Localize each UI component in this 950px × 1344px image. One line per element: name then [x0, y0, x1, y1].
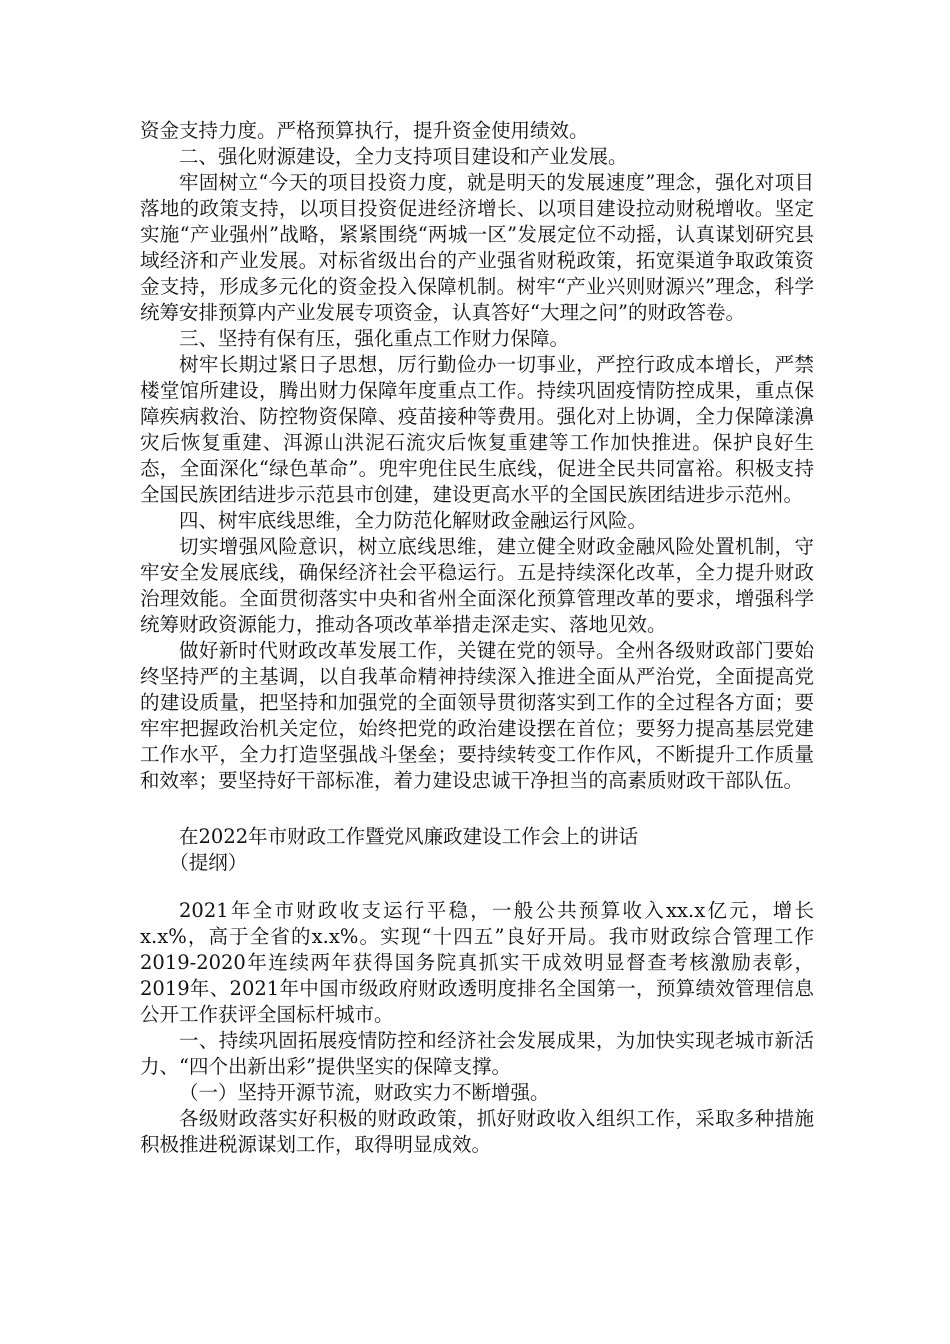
section-heading-4: 四、树牢底线思维，全力防范化解财政金融运行风险。 [179, 509, 648, 532]
paragraph-fiscal-policy: 各级财政落实好积极的财政政策，抓好财政收入组织工作，采取多种措施积极推进税源谋划工作，取得明显成效。 [140, 1107, 814, 1156]
paragraph-party-leadership: 做好新时代财政改革发展工作，关键在党的领导。全州各级财政部门要始终坚持严的主基调，以自我革命精神持续深入推进全面从严治党，全面提高党的建设质量，把坚持和加强党的全面领导贯彻落实到工作的全过程各方面；要牢牢把握政治机关定位，始终把党的政治建设摆在首位；要努力提高基层党建工作水平，全力打造坚强战斗堡垒；要持续转变工作作风，不断提升工作质量和效率；要坚持好干部标准，着力建设忠诚干净担当的高素质财政干部队伍。 [140, 639, 814, 792]
spacer [140, 876, 814, 898]
subsection-heading-1: （一）坚持开源节流，财政实力不断增强。 [179, 1081, 550, 1104]
section-heading-2: 二、强化财源建设，全力支持项目建设和产业发展。 [179, 145, 628, 168]
paragraph-continuation: 资金支持力度。严格预算执行，提升资金使用绩效。 [140, 119, 589, 142]
paragraph-risk-prevention: 切实增强风险意识，树立底线思维，建立健全财政金融风险处置机制，守牢安全发展底线，确保经济社会平稳运行。五是持续深化改革，全力提升财政治理效能。全面贯彻落实中央和省州全面深化预算管理改革的要求，增强科学统筹财政资源能力，推动各项改革举措走深走实、落地见效。 [140, 535, 814, 636]
paragraph-key-work-guarantee: 树牢长期过紧日子思想，厉行勤俭办一切事业，严控行政成本增长，严禁楼堂馆所建设，腾出财力保障年度重点工作。持续巩固疫情防控成果，重点保障疾病救治、防控物资保障、疫苗接种等费用。强化对上协调，全力保障漾濞灾后恢复重建、洱源山洪泥石流灾后恢复重建等工作加快推进。保护良好生态，全面深化“绿色革命”。兜牢兜住民生底线，促进全民共同富裕。积极支持全国民族团结进步示范县市创建，建设更高水平的全国民族团结进步示范州。 [140, 353, 814, 506]
paragraph-2021-summary: 2021年全市财政收支运行平稳，一般公共预算收入xx.x亿元，增长x.x%，高于全省的x.x%。实现“十四五”良好开局。我市财政综合管理工作2019-2020年连续两年获得国务院真抓实干成效明显督查考核激励表彰，2019年、2021年中国市级政府财政透明度排名全国第一，预算绩效管理信息公开工作获评全国标杆城市。 [140, 899, 814, 1026]
spacer [140, 794, 814, 824]
document-body [140, 118, 814, 1158]
section-heading-1: 一、持续巩固拓展疫情防控和经济社会发展成果，为加快实现老城市新活力、“四个出新出彩”提供坚实的保障支撑。 [140, 1029, 814, 1078]
paragraph-revenue-building: 牢固树立“今天的项目投资力度，就是明天的发展速度”理念，强化对项目落地的政策支持，以项目投资促进经济增长、以项目建设拉动财税增收。坚定实施“产业强州”战略，紧紧围绕“两城一区”发展定位不动摇，认真谋划研究县域经济和产业发展。对标省级出台的产业强省财税政策，拓宽渠道争取政策资金支持，形成多元化的资金投入保障机制。树牢“产业兴则财源兴”理念，科学统筹安排预算内产业发展专项资金，认真答好“大理之问”的财政答卷。 [140, 171, 814, 324]
speech-subtitle: （提纲） [169, 851, 248, 874]
speech-title: 在2022年市财政工作暨党风廉政建设工作会上的讲话 [179, 825, 639, 848]
section-heading-3: 三、坚持有保有压，强化重点工作财力保障。 [179, 327, 570, 350]
